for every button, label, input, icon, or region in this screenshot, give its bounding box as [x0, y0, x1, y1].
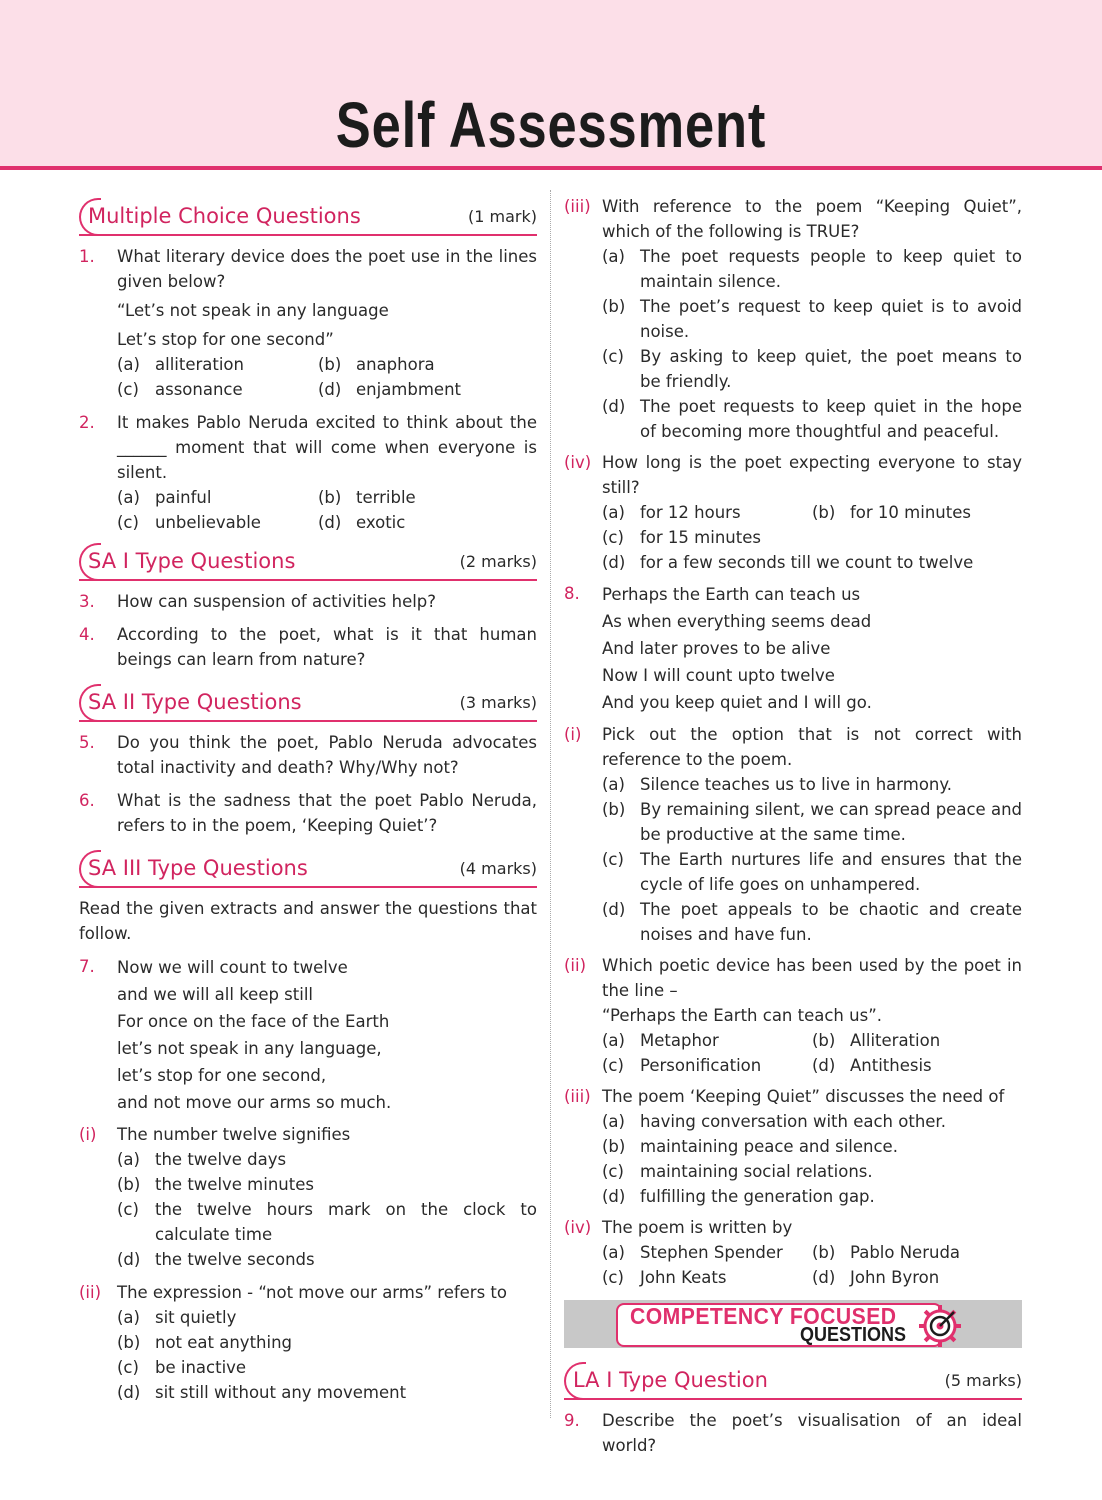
question-7-iii [564, 194, 1022, 444]
section-marks: (2 marks) [459, 552, 537, 571]
poem-line: For once on the face of the Earth [117, 1012, 390, 1031]
option: (c) maintaining social relations. [602, 1162, 873, 1181]
question-text: What is the sadness that the poet Pablo Neruda, refers to in the poem, ‘Keeping Quiet’? [117, 791, 537, 835]
section-title: SA II Type Questions [88, 690, 302, 714]
option: (b) Alliteration [812, 1031, 941, 1050]
right-column [564, 190, 1022, 1458]
question-number: 8. [564, 584, 580, 603]
question-8 [564, 581, 1022, 716]
section-marks: (1 mark) [468, 207, 537, 226]
option: (b) By remaining silent, we can spread peace and be productive at the same time. [602, 800, 1022, 844]
sub-question-number: (ii) [79, 1283, 102, 1302]
poem-extract [602, 581, 1022, 716]
option: (a) alliteration [117, 355, 244, 374]
option: (d) for a few seconds till we count to twelve [602, 553, 974, 572]
options [117, 1305, 537, 1405]
section-title: SA I Type Questions [88, 549, 296, 573]
option: (b) the twelve minutes [117, 1175, 314, 1194]
question-1 [79, 244, 537, 402]
sub-question-number: (iii) [564, 1087, 591, 1106]
question-8-ii [564, 953, 1022, 1078]
question-text: The poem is written by [602, 1218, 793, 1237]
question-text: How long is the poet expecting everyone to stay still? [602, 453, 1022, 497]
options [602, 1028, 1022, 1078]
question-text: Pick out the option that is not correct with reference to the poem. [602, 725, 1022, 769]
option: (c) Personification [602, 1056, 762, 1075]
question-7-iv [564, 450, 1022, 575]
question-text: The poem ‘Keeping Quiet” discusses the need of [602, 1087, 1005, 1106]
poem-line: And you keep quiet and I will go. [602, 693, 872, 712]
options [602, 244, 1022, 444]
question-text: Do you think the poet, Pablo Neruda advocates total inactivity and death? Why/Why not? [117, 733, 537, 777]
options [79, 352, 537, 402]
question-8-iv [564, 1215, 1022, 1290]
poem-line: let’s stop for one second, [117, 1066, 327, 1085]
section-heading-sa2 [79, 680, 537, 722]
options [117, 1147, 537, 1272]
question-4 [79, 622, 537, 672]
question-text: According to the poet, what is it that human beings can learn from nature? [117, 625, 537, 669]
question-text: Describe the poet’s visualisation of an ideal world? [602, 1411, 1022, 1455]
option: (a) Metaphor [602, 1031, 719, 1050]
options [602, 772, 1022, 947]
option: (a) painful [117, 488, 212, 507]
section-heading-mcq [79, 194, 537, 236]
question-6 [79, 788, 537, 838]
question-text: How can suspension of activities help? [117, 592, 437, 611]
option: (a) the twelve days [117, 1150, 287, 1169]
option: (c) John Keats [602, 1268, 727, 1287]
sub-question-number: (i) [564, 725, 582, 744]
sub-question-number: (iv) [564, 453, 592, 472]
question-number: 2. [79, 413, 95, 432]
options [602, 525, 1022, 575]
question-number: 3. [79, 592, 95, 611]
quote-line: “Let’s not speak in any language [117, 301, 389, 320]
question-number: 7. [79, 957, 95, 976]
sub-question-number: (iii) [564, 197, 591, 216]
sub-question-number: (i) [79, 1125, 97, 1144]
section-marks: (3 marks) [459, 693, 537, 712]
question-text: The expression - “not move our arms” refers to [117, 1283, 507, 1302]
target-gear-icon [918, 1304, 962, 1348]
competency-focused-banner [564, 1300, 1022, 1348]
question-number: 6. [79, 791, 95, 810]
sub-question-number: (ii) [564, 956, 587, 975]
header-rule [0, 166, 1102, 170]
options [117, 485, 537, 535]
section-title: LA I Type Question [573, 1368, 768, 1392]
poem-line: Perhaps the Earth can teach us [602, 585, 861, 604]
section-title: Multiple Choice Questions [88, 204, 361, 228]
poem-line: As when everything seems dead [602, 612, 872, 631]
option: (c) for 15 minutes [602, 528, 761, 547]
option: (b) for 10 minutes [812, 503, 971, 522]
section-title: SA III Type Questions [88, 856, 308, 880]
banner-subtitle: QUESTIONS [800, 1324, 907, 1346]
column-divider [550, 190, 551, 1418]
option: (c) By asking to keep quiet, the poet means to be friendly. [602, 347, 1022, 391]
option: (b) not eat anything [117, 1333, 293, 1352]
poem-extract [117, 954, 537, 1116]
option: (d) Antithesis [812, 1056, 932, 1075]
option: (c) unbelievable [117, 513, 261, 532]
option: (a) sit quietly [117, 1308, 237, 1327]
section-heading-sa1 [79, 539, 537, 581]
question-text: It makes Pablo Neruda excited to think about the ______ moment that will come when everyone is silent. [117, 413, 537, 482]
option: (d) exotic [318, 513, 406, 532]
question-8-iii [564, 1084, 1022, 1209]
poem-line: and not move our arms so much. [117, 1093, 392, 1112]
section-heading-sa3 [79, 846, 537, 888]
quote-line: Let’s stop for one second” [117, 330, 334, 349]
question-2 [79, 410, 537, 535]
options [602, 1240, 1022, 1290]
left-column [79, 190, 537, 1405]
option: (d) fulfilling the generation gap. [602, 1187, 875, 1206]
poem-line: Now we will count to twelve [117, 958, 348, 977]
question-7-i [79, 1122, 537, 1272]
question-5 [79, 730, 537, 780]
option: (d) The poet requests to keep quiet in the hope of becoming more thoughtful and peaceful. [602, 397, 1022, 441]
poem-line: let’s not speak in any language, [117, 1039, 382, 1058]
question-text: What literary device does the poet use in the lines given below? [117, 247, 537, 291]
poem-line: and we will all keep still [117, 985, 314, 1004]
question-text: With reference to the poem “Keeping Quiet”, which of the following is TRUE? [602, 197, 1022, 241]
option: (b) The poet’s request to keep quiet is to avoid noise. [602, 297, 1022, 341]
option: (d) sit still without any movement [117, 1383, 407, 1402]
question-number: 4. [79, 625, 95, 644]
question-3 [79, 589, 537, 614]
sub-question-number: (iv) [564, 1218, 592, 1237]
question-number: 9. [564, 1411, 580, 1430]
option: (a) for 12 hours [602, 503, 741, 522]
poem-line: And later proves to be alive [602, 639, 831, 658]
option: (b) terrible [318, 488, 416, 507]
option: (a) The poet requests people to keep quiet to maintain silence. [602, 247, 1022, 291]
quote-line: “Perhaps the Earth can teach us”. [602, 1006, 882, 1025]
poem-line: Now I will count upto twelve [602, 666, 835, 685]
question-text: Which poetic device has been used by the poet in the line – [602, 956, 1022, 1000]
section-heading-la1 [564, 1358, 1022, 1400]
option: (d) the twelve seconds [117, 1250, 315, 1269]
question-9 [564, 1408, 1022, 1458]
options [602, 500, 1022, 525]
question-8-i [564, 722, 1022, 947]
question-7-ii [79, 1280, 537, 1405]
section-marks: (4 marks) [459, 859, 537, 878]
option: (b) maintaining peace and silence. [602, 1137, 898, 1156]
section-marks: (5 marks) [944, 1371, 1022, 1390]
option: (a) having conversation with each other. [602, 1112, 946, 1131]
question-7 [79, 954, 537, 1116]
option: (c) the twelve hours mark on the clock to calculate time [117, 1200, 537, 1244]
question-number: 5. [79, 733, 95, 752]
option: (a) Stephen Spender [602, 1243, 783, 1262]
option: (d) enjambment [318, 380, 462, 399]
section-instruction: Read the given extracts and answer the questions that follow. [79, 899, 537, 943]
question-text: The number twelve signifies [117, 1125, 351, 1144]
option: (b) anaphora [318, 355, 435, 374]
options [602, 1109, 1022, 1209]
option: (c) The Earth nurtures life and ensures that the cycle of life goes on unhampered. [602, 850, 1022, 894]
option: (a) Silence teaches us to live in harmony. [602, 775, 953, 794]
banner-title: COMPETENCY FOCUSED [630, 1303, 897, 1329]
option: (d) John Byron [812, 1268, 940, 1287]
option: (b) Pablo Neruda [812, 1243, 961, 1262]
option: (d) The poet appeals to be chaotic and create noises and have fun. [602, 900, 1022, 944]
question-number: 1. [79, 247, 95, 266]
page-title: Self Assessment [335, 89, 767, 161]
option: (c) assonance [117, 380, 243, 399]
option: (c) be inactive [117, 1358, 247, 1377]
